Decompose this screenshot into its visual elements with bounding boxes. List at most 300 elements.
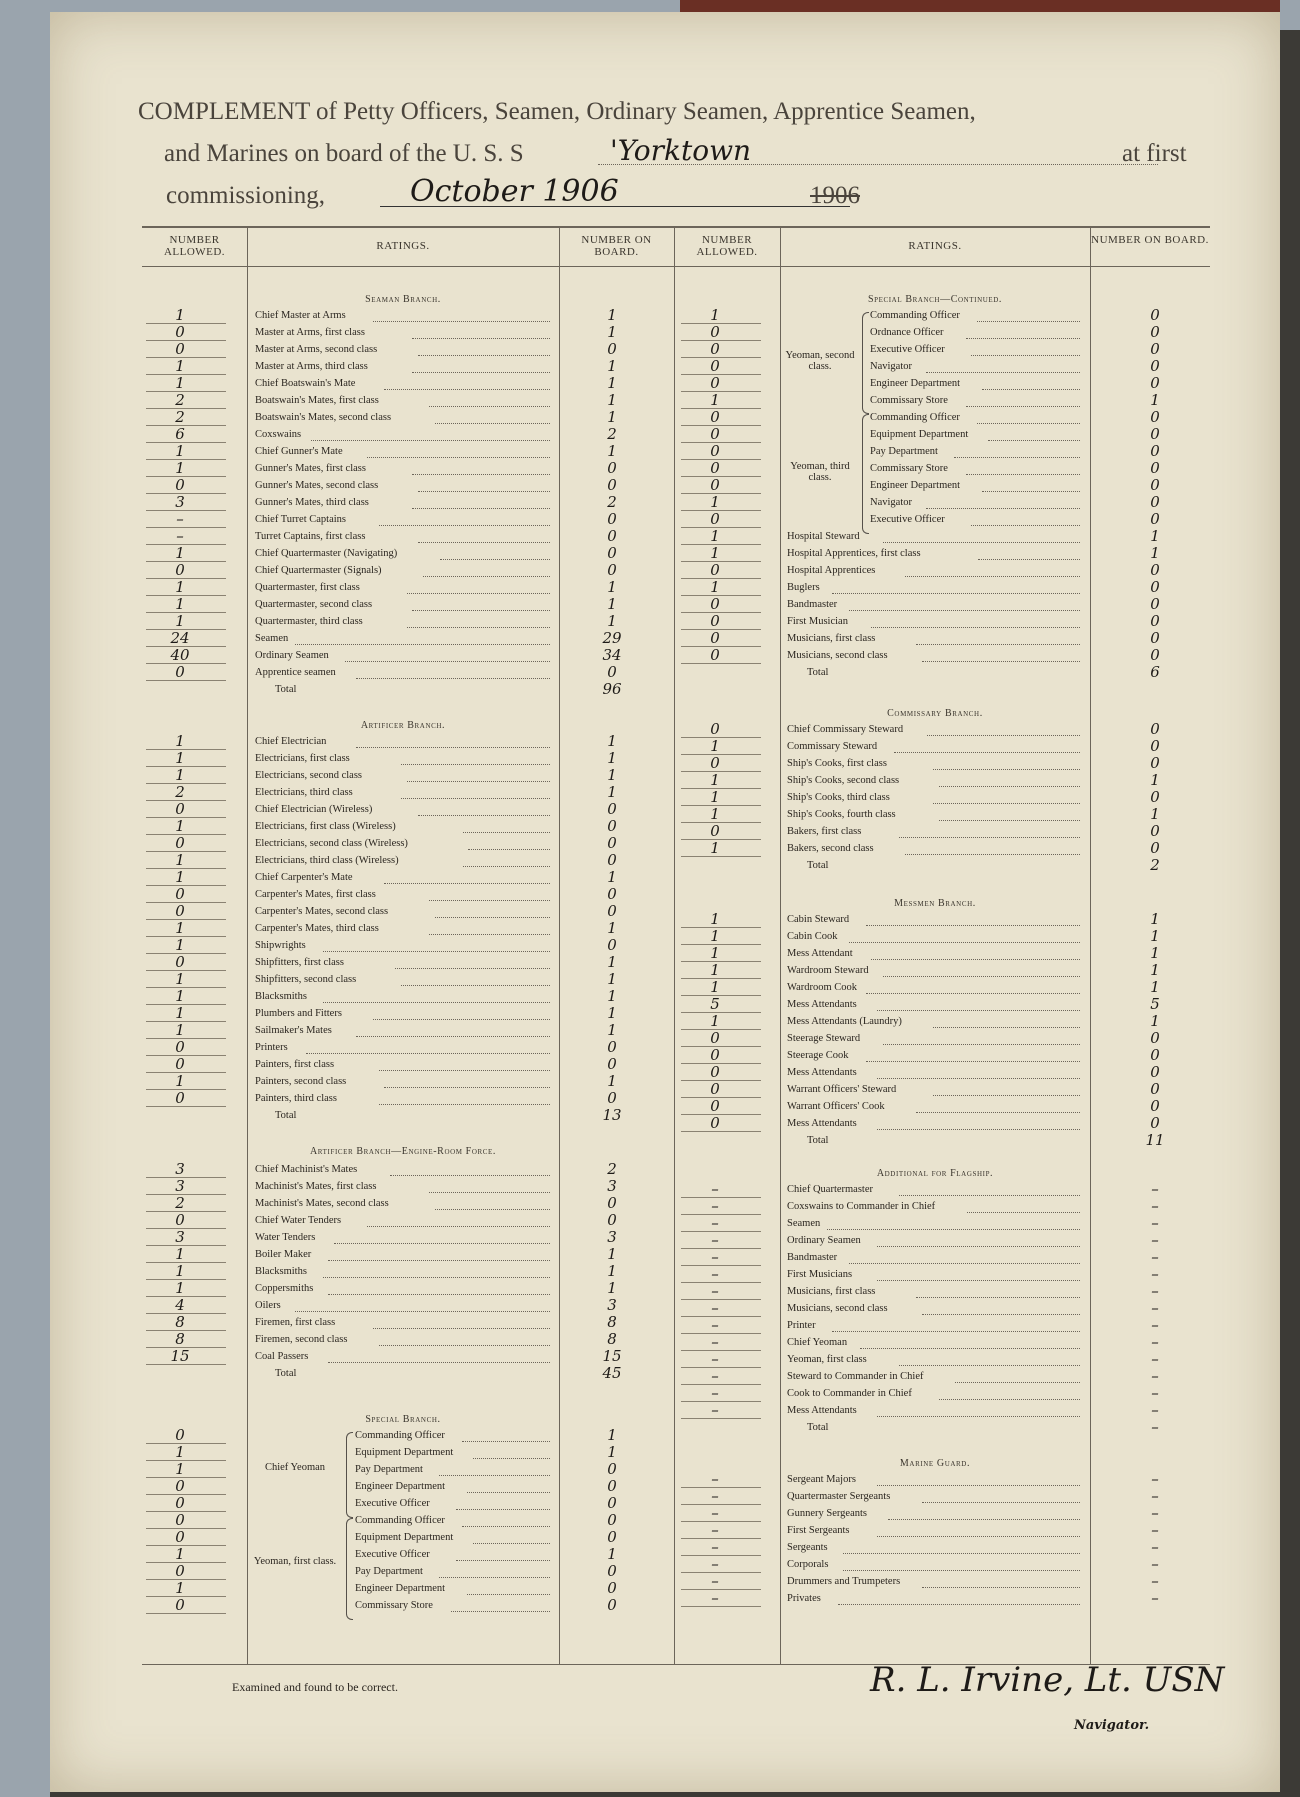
leader-dots [832,1331,1080,1332]
number-on-board-value: 1 [1150,978,1160,996]
number-on-board-value: – [1151,1265,1159,1283]
rating-label: Commanding Officer [355,1515,445,1526]
rating-label: Musicians, first class [787,1286,876,1297]
rating-label: Sergeant Majors [787,1474,856,1485]
leader-dots [843,1570,1080,1571]
leader-dots [435,917,550,918]
number-allowed-value: 0 [175,1211,185,1229]
leader-dots [922,1502,1080,1503]
number-allowed-value: 15 [170,1347,190,1365]
leader-dots [373,1019,550,1020]
leader-dots [429,406,550,407]
number-on-board-value: 1 [607,357,617,375]
rating-label: Wardroom Steward [787,965,869,976]
rating-label: Printer [787,1320,816,1331]
number-allowed-value: 0 [175,476,185,494]
number-on-board-value: 0 [1150,646,1160,664]
number-on-board-value: 15 [602,1347,622,1365]
number-allowed-value: 40 [170,646,190,664]
rating-label: Ship's Cooks, fourth class [787,809,896,820]
rating-label: Gunner's Mates, second class [255,480,379,491]
number-on-board-value: 0 [1150,357,1160,375]
number-on-board-value: 8 [607,1313,617,1331]
number-on-board-value: – [1151,1197,1159,1215]
number-on-board-value: 0 [1150,408,1160,426]
leader-dots [439,1475,550,1476]
number-on-board-value: 0 [607,1494,617,1512]
number-on-board-value: 0 [1150,425,1160,443]
number-allowed-value: 0 [175,1596,185,1614]
total-label: Total [275,684,297,695]
rating-label: Commissary Store [870,463,948,474]
rating-label: Warrant Officers' Steward [787,1084,897,1095]
rating-label: Firemen, first class [255,1317,336,1328]
number-on-board-value: 1 [607,953,617,971]
number-on-board-value: 1 [607,919,617,937]
number-allowed-value: 1 [175,612,185,630]
number-allowed-value: 1 [175,919,185,937]
rating-label: Shipfitters, second class [255,974,357,985]
rating-label: Electricians, third class (Wireless) [255,855,399,866]
number-allowed-value: 1 [175,1021,185,1039]
number-allowed-value: 1 [175,868,185,886]
leader-dots [384,389,550,390]
number-on-board-value: 0 [1150,306,1160,324]
leader-dots [877,1536,1080,1537]
leader-dots [877,1246,1080,1247]
number-on-board-value: 1 [607,987,617,1005]
rating-label: Chief Water Tenders [255,1215,342,1226]
number-allowed-value: 0 [710,754,720,772]
rating-label: Water Tenders [255,1232,316,1243]
rating-label: First Sergeants [787,1525,850,1536]
total-value: 6 [1150,663,1160,681]
rating-label: Chief Yeoman [787,1337,848,1348]
rating-label: Executive Officer [355,1549,430,1560]
number-on-board-value: 0 [607,1089,617,1107]
rating-label: Yeoman, first class [787,1354,867,1365]
number-on-board-value: 1 [1150,805,1160,823]
header-ratings-right: RATINGS. [908,240,962,252]
table-top-rule [142,226,1210,228]
number-on-board-value: 1 [607,612,617,630]
number-allowed-value: 1 [175,306,185,324]
number-on-board-value: 2 [607,493,617,511]
number-on-board-value: 0 [607,561,617,579]
number-on-board-value: 0 [607,800,617,818]
rating-label: Mess Attendant [787,948,853,959]
leader-dots [977,321,1080,322]
leader-dots [922,661,1080,662]
rating-label: Quartermaster, third class [255,616,363,627]
leader-dots [916,644,1080,645]
number-allowed-value: 1 [175,1072,185,1090]
number-allowed-value: 0 [175,1038,185,1056]
number-on-board-value: – [1151,1470,1159,1488]
rating-label: Coppersmiths [255,1283,314,1294]
number-allowed-value: 1 [175,357,185,375]
number-allowed-value: – [711,1367,719,1385]
number-on-board-value: 0 [607,544,617,562]
leader-dots [905,854,1080,855]
number-allowed-value: 0 [175,800,185,818]
rating-label: Ordinary Seamen [255,650,329,661]
number-on-board-value: 0 [607,663,617,681]
number-on-board-value: 1 [607,1021,617,1039]
number-on-board-value: 8 [607,1330,617,1348]
leader-dots [899,1365,1080,1366]
leader-dots [982,389,1080,390]
total-label: Total [275,1110,297,1121]
rating-label: Chief Carpenter's Mate [255,872,353,883]
leader-dots [379,1345,550,1346]
rating-label: Carpenter's Mates, first class [255,889,376,900]
number-allowed-value: 0 [175,834,185,852]
number-on-board-value: – [1151,1521,1159,1539]
rating-label: Painters, first class [255,1059,335,1070]
rating-label: Chief Boatswain's Mate [255,378,356,389]
leader-dots [463,832,550,833]
number-allowed-value: 1 [175,936,185,954]
number-allowed-value: – [711,1333,719,1351]
value-line [681,856,761,857]
number-allowed-value: – [711,1504,719,1522]
number-allowed-value: 0 [175,1494,185,1512]
leader-dots [429,1192,550,1193]
number-on-board-value: – [1151,1248,1159,1266]
number-on-board-value: 0 [607,1055,617,1073]
number-allowed-value: 1 [710,944,720,962]
number-allowed-value: 1 [710,839,720,857]
number-on-board-value: 0 [1150,595,1160,613]
total-label: Total [807,860,829,871]
brace-yeoman-third [862,414,869,534]
number-allowed-value: – [711,1538,719,1556]
number-allowed-value: 1 [710,544,720,562]
number-on-board-value: 0 [607,1211,617,1229]
value-line [681,1606,761,1607]
leader-dots [468,849,550,850]
rating-label: Executive Officer [355,1498,430,1509]
rating-label: Blacksmiths [255,991,307,1002]
brace-group-label: Yeoman, third class. [790,461,850,483]
leader-dots [467,1492,550,1493]
number-allowed-value: 0 [710,459,720,477]
number-allowed-value: 24 [170,629,190,647]
section-title: Special Branch. [365,1414,441,1425]
rating-label: Hospital Apprentices [787,565,876,576]
rating-label: Turret Captains, first class [255,531,366,542]
rating-label: Gunner's Mates, third class [255,497,369,508]
leader-dots [916,1297,1080,1298]
rating-label: Bakers, second class [787,843,874,854]
leader-dots [412,474,550,475]
leader-dots [866,1061,1080,1062]
rating-label: Master at Arms, first class [255,327,365,338]
brace-group-label: Yeoman, first class. [253,1556,337,1567]
number-on-board-value: 0 [607,1194,617,1212]
number-allowed-value: 1 [175,1545,185,1563]
rating-label: Chief Electrician [255,736,327,747]
number-on-board-value: – [1151,1282,1159,1300]
rating-label: Electricians, first class [255,753,350,764]
number-on-board-value: 1 [1150,771,1160,789]
leader-dots [328,1260,550,1261]
total-value: 11 [1145,1131,1165,1149]
rating-label: Machinist's Mates, second class [255,1198,389,1209]
leader-dots [379,525,550,526]
leader-dots [407,593,550,594]
total-value: 2 [1150,856,1160,874]
header-number-on-board-right: NUMBER ON BOARD. [1091,234,1209,246]
leader-dots [395,968,550,969]
number-on-board-value: – [1151,1401,1159,1419]
number-on-board-value: 1 [607,732,617,750]
number-allowed-value: 1 [710,493,720,511]
navigator-title: Navigator. [1074,1718,1150,1733]
leader-dots [849,1263,1080,1264]
col-divider-2 [559,228,560,1664]
leader-dots [916,1112,1080,1113]
number-on-board-value: 1 [607,970,617,988]
number-on-board-value: 0 [1150,561,1160,579]
rating-label: First Musicians [787,1269,853,1280]
leader-dots [954,457,1080,458]
number-allowed-value: – [711,1180,719,1198]
number-allowed-value: 1 [710,927,720,945]
rating-label: Equipment Department [355,1532,454,1543]
number-allowed-value: 0 [175,340,185,358]
number-allowed-value: 0 [710,1029,720,1047]
number-on-board-value: – [1151,1538,1159,1556]
number-on-board-value: 1 [607,374,617,392]
number-allowed-value: – [711,1589,719,1607]
leader-dots [328,1294,550,1295]
rating-label: Plumbers and Fitters [255,1008,342,1019]
value-line [146,1106,226,1107]
rating-label: Chief Quartermaster [787,1184,874,1195]
rating-label: Commissary Store [870,395,948,406]
rating-label: Pay Department [355,1566,423,1577]
rating-label: Executive Officer [870,514,945,525]
number-on-board-value: 1 [607,391,617,409]
number-allowed-value: 1 [710,1012,720,1030]
number-allowed-value: 1 [710,771,720,789]
rating-label: Mess Attendants [787,999,857,1010]
rating-label: Seamen [255,633,289,644]
rating-label: Electricians, second class (Wireless) [255,838,408,849]
total-label: Total [807,1135,829,1146]
number-on-board-value: 0 [1150,476,1160,494]
total-value: – [1151,1418,1159,1436]
number-allowed-value: 2 [175,783,185,801]
number-on-board-value: 1 [1150,961,1160,979]
number-on-board-value: 1 [607,783,617,801]
leader-dots [379,1104,550,1105]
number-allowed-value: 0 [710,1097,720,1115]
rating-label: Boatswain's Mates, second class [255,412,392,423]
number-allowed-value: – [711,1316,719,1334]
value-line [146,1613,226,1614]
rating-label: Commanding Officer [355,1430,445,1441]
rating-label: Electricians, second class [255,770,362,781]
rating-label: Engineer Department [355,1481,446,1492]
leader-dots [306,1053,550,1054]
number-allowed-value: 1 [175,595,185,613]
number-on-board-value: 0 [1150,510,1160,528]
rating-label: Drummers and Trumpeters [787,1576,901,1587]
number-allowed-value: – [711,1248,719,1266]
number-allowed-value: 0 [710,1063,720,1081]
number-on-board-value: 0 [1150,1063,1160,1081]
date-line [380,206,850,207]
number-allowed-value: – [711,1572,719,1590]
number-allowed-value: 1 [175,987,185,1005]
header-number-allowed-right: NUMBER ALLOWED. [696,234,758,258]
number-on-board-value: 0 [1150,340,1160,358]
number-on-board-value: 1 [1150,910,1160,928]
rating-label: Wardroom Cook [787,982,858,993]
rating-label: Coxswains to Commander in Chief [787,1201,936,1212]
number-on-board-value: – [1151,1487,1159,1505]
number-on-board-value: 1 [607,1426,617,1444]
leader-dots [367,457,550,458]
number-on-board-value: 0 [607,936,617,954]
header-number-allowed-left: NUMBER ALLOWED. [163,234,226,258]
leader-dots [418,815,550,816]
leader-dots [849,942,1080,943]
number-allowed-value: 1 [710,978,720,996]
rating-label: Commanding Officer [870,310,960,321]
rating-label: Ordinary Seamen [787,1235,861,1246]
section-title: Messmen Branch. [894,898,976,909]
number-allowed-value: 1 [710,805,720,823]
rating-label: Electricians, first class (Wireless) [255,821,396,832]
rating-label: First Musician [787,616,848,627]
number-on-board-value: 1 [607,1279,617,1297]
rating-label: Seamen [787,1218,821,1229]
number-on-board-value: – [1151,1214,1159,1232]
leader-dots [883,1044,1080,1045]
number-on-board-value: – [1151,1367,1159,1385]
number-on-board-value: 1 [607,1545,617,1563]
number-allowed-value: – [711,1265,719,1283]
number-allowed-value: 3 [175,1228,185,1246]
number-on-board-value: – [1151,1350,1159,1368]
rating-label: Chief Quartermaster (Navigating) [255,548,398,559]
number-allowed-value: 8 [175,1330,185,1348]
leader-dots [966,338,1080,339]
number-on-board-value: 1 [607,323,617,341]
total-label: Total [807,667,829,678]
number-allowed-value: 0 [710,374,720,392]
number-allowed-value: 0 [175,1089,185,1107]
number-allowed-value: 1 [175,1279,185,1297]
number-allowed-value: 0 [710,476,720,494]
number-on-board-value: 0 [1150,493,1160,511]
leader-dots [451,1611,550,1612]
total-label: Total [275,1368,297,1379]
leader-dots [838,1604,1080,1605]
number-on-board-value: 0 [607,1528,617,1546]
leader-dots [311,440,550,441]
number-allowed-value: 0 [175,561,185,579]
number-on-board-value: 1 [607,1072,617,1090]
brace-yeoman-first [346,1518,353,1620]
rating-label: Mess Attendants [787,1118,857,1129]
rating-label: Coxswains [255,429,302,440]
number-on-board-value: 1 [607,868,617,886]
section-title: Artificer Branch. [360,720,446,731]
section-title: Additional for Flagship. [876,1168,994,1179]
leader-dots [894,752,1080,753]
number-allowed-value: 0 [710,720,720,738]
leader-dots [927,735,1080,736]
header-number-on-board-left: NUMBER ON BOARD. [581,234,652,258]
number-allowed-value: 1 [175,851,185,869]
number-allowed-value: 6 [175,425,185,443]
number-allowed-value: 1 [175,749,185,767]
number-allowed-value: 1 [175,544,185,562]
number-on-board-value: – [1151,1504,1159,1522]
number-allowed-value: 1 [175,578,185,596]
rating-label: Cook to Commander in Chief [787,1388,912,1399]
rating-label: Machinist's Mates, first class [255,1181,377,1192]
rating-label: Quartermaster Sergeants [787,1491,891,1502]
number-allowed-value: 1 [710,578,720,596]
leader-dots [966,474,1080,475]
total-value: 13 [602,1106,622,1124]
leader-dots [933,1095,1080,1096]
rating-label: Warrant Officers' Cook [787,1101,885,1112]
number-allowed-value: 1 [175,970,185,988]
number-allowed-value: 0 [175,1477,185,1495]
number-on-board-value: 2 [607,425,617,443]
number-on-board-value: 1 [607,578,617,596]
number-allowed-value: 8 [175,1313,185,1331]
ship-name: 'Yorktown [610,134,752,167]
number-on-board-value: 1 [607,766,617,784]
leader-dots [423,576,550,577]
header-bottom-rule [142,266,1210,267]
number-on-board-value: – [1151,1384,1159,1402]
leader-dots [827,1229,1080,1230]
title-line-1: COMPLEMENT of Petty Officers, Seamen, Ordinary Seamen, Apprentice Seamen, [138,98,976,125]
number-allowed-value: 5 [710,995,720,1013]
number-on-board-value: 3 [607,1228,617,1246]
rating-label: Master at Arms, third class [255,361,368,372]
number-allowed-value: – [711,1299,719,1317]
number-allowed-value: 1 [710,391,720,409]
leader-dots [412,508,550,509]
brace-group-label: Chief Yeoman [264,1462,326,1473]
leader-dots [866,925,1080,926]
rating-label: Pay Department [355,1464,423,1475]
number-on-board-value: 0 [607,851,617,869]
navigator-signature: R. L. Irvine, Lt. USN [870,1660,1225,1700]
leader-dots [871,627,1080,628]
leader-dots [412,372,550,373]
number-on-board-value: 0 [1150,442,1160,460]
number-on-board-value: 0 [607,527,617,545]
number-allowed-value: 1 [710,910,720,928]
date-handwritten: October 1906 [410,174,619,209]
number-allowed-value: 0 [710,629,720,647]
number-allowed-value: 0 [175,885,185,903]
leader-dots [356,1036,550,1037]
leader-dots [384,1087,550,1088]
rating-label: Musicians, second class [787,1303,888,1314]
